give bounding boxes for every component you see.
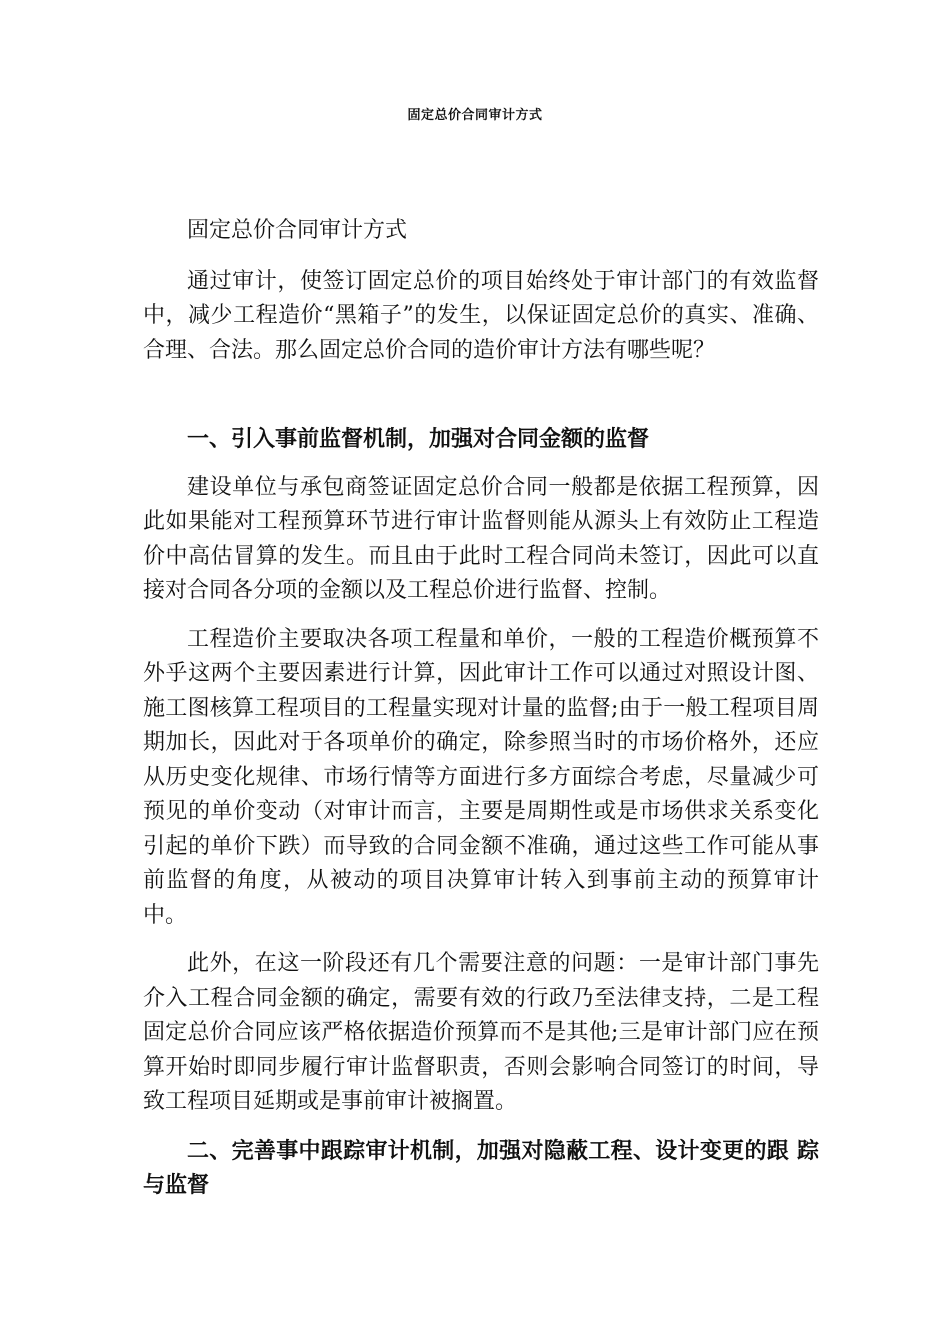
- section-1-heading: 一、引入事前监督机制，加强对合同金额的监督: [187, 426, 650, 452]
- section-1-paragraph-3: 此外，在这一阶段还有几个需要注意的问题：一是审计部门事先介入工程合同金额的确定，需要有效的行政乃至法律支持，二是工程固定总价合同应该严格依据造价预算而不是其他;三是审计部门应在预算开始时即同步履行审计监督职责，否则会影响合同签订的时间，导致工程项目延期或是事前审计被搁置。: [143, 951, 819, 1114]
- section-2-heading: 二、完善事中跟踪审计机制，加强对隐蔽工程、设计变更的跟 踪与监督: [143, 1137, 819, 1198]
- running-header: 固定总价合同审计方式: [407, 108, 543, 123]
- document-body: [143, 214, 819, 1217]
- section-1-paragraph-1: 建设单位与承包商签证固定总价合同一般都是依据工程预算，因此如果能对工程预算环节进行审计监督则能从源头上有效防止工程造价中高估冒算的发生。而且由于此时工程合同尚未签订，因此可以直接对合同各分项的金额以及工程总价进行监督、控制。: [143, 474, 819, 603]
- document-title: 固定总价合同审计方式: [187, 218, 408, 243]
- section-1-paragraph-2: 工程造价主要取决各项工程量和单价，一般的工程造价概预算不外乎这两个主要因素进行计算，因此审计工作可以通过对照设计图、施工图核算工程项目的工程量实现对计量的监督;由于一般工程项目周期加长，因此对于各项单价的确定，除参照当时的市场价格外，还应从历史变化规律、市场行情等方面进行多方面综合考虑，尽量减少可预见的单价变动（对审计而言，主要是周期性或是市场供求关系变化引起的单价下跌）而导致的合同金额不准确，通过这些工作可能从事前监督的角度，从被动的项目决算审计转入到事前主动的预算审计中。: [143, 626, 819, 928]
- intro-paragraph: 通过审计，使签订固定总价的项目始终处于审计部门的有效监督中，减少工程造价“黑箱子”的发生，以保证固定总价的真实、准确、合理、合法。那么固定总价合同的造价审计方法有哪些呢？: [143, 268, 819, 363]
